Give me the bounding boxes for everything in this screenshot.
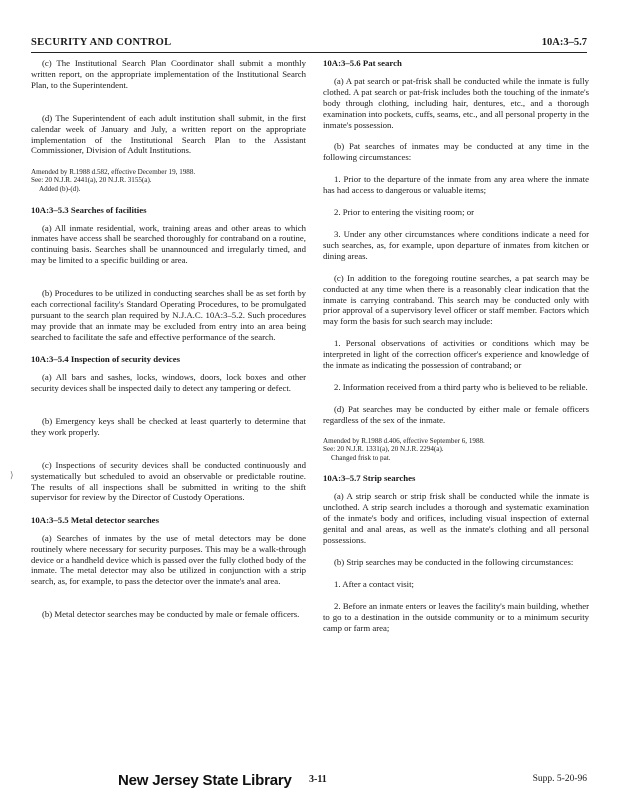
paragraph-5-4-a: (a) All bars and sashes, locks, windows, doors, lock boxes and other security devices shall be inspected daily to detect any tampering or defect. (31, 372, 306, 393)
amendment-note-line: Changed frisk to pat. (331, 453, 391, 462)
paragraph-5-4-c: (c) Inspections of security devices shall be conducted continuously and systematically but scheduled to avoid an observable or predictable routine. The results of all inspections shall be submitted in writing to the shift supervisor for review by the Director of Custody Operations. (31, 459, 306, 503)
header-chapter-title: SECURITY AND CONTROL (31, 37, 172, 48)
paragraph-5-3-a: (a) All inmate residential, work, training areas and other areas to which inmates have access shall be searched thoroughly for contraband on a routine, continuing basis. Searches shall be unannounced and irregularly timed, and may be limited to a specific building or area. (31, 222, 306, 266)
header-section-number: 10A:3–5.7 (541, 37, 587, 48)
amendment-note (31, 168, 306, 194)
section-heading-5-6: 10A:3–5.6 Pat search (323, 58, 402, 68)
amendment-note-line: Amended by R.1988 d.406, effective September 6, 1988. (323, 436, 485, 445)
page-number: 3-11 (309, 774, 327, 785)
paragraph-5-3-b: (b) Procedures to be utilized in conducting searches shall be as set forth by each correctional facility's Standard Operating Procedures, to be promulgated pursuant to the search plan required by N.J.A.C. 10A:3–5.2. Such procedures may provide that an inmate may be excluded from entry into an area being searched to facilitate the safe and effective performance of the search. (31, 288, 306, 342)
left-column (31, 58, 306, 632)
right-column (323, 58, 589, 644)
paragraph-5-6-d: (d) Pat searches may be conducted by either male or female officers regardless of the sex of the inmate. (323, 403, 589, 425)
paragraph-5-5-a: (a) Searches of inmates by the use of metal detectors may be done routinely where necessary for security purposes. This may be a walk-through device or a handheld device which is passed over the fully clothed body of the inmate. The metal detector may also be utilized in conjunction with a strip search, as, for example, to pass the detector over the inmate's anal area. (31, 532, 306, 587)
list-item: 2. Before an inmate enters or leaves the facility's main building, whether to go to a destination in the outside community or to a minimum security camp or farm area; (323, 600, 589, 633)
paragraph-5-5-b: (b) Metal detector searches may be conducted by male or female officers. (42, 609, 300, 620)
amendment-note (323, 437, 589, 463)
section-heading-5-3: 10A:3–5.3 Searches of facilities (31, 204, 147, 215)
header-rule (31, 52, 587, 53)
paragraph-5-7-b: (b) Strip searches may be conducted in the following circumstances: (334, 556, 574, 567)
paragraph-5-6-c: (c) In addition to the foregoing routine searches, a pat search may be conducted at any time when there is a reasonably clear indication that the inmate is carrying contraband. This search may be conducted only with prior approval of a supervisory level officer or staff member. Factors which may form the basis for such search may include: (323, 272, 589, 327)
amendment-note-line: See: 20 N.J.R. 1331(a), 20 N.J.R. 2294(a). (323, 445, 444, 454)
amendment-note-line: See: 20 N.J.R. 2441(a), 20 N.J.R. 3155(a). (31, 176, 152, 185)
margin-bracket-mark: ⟩ (10, 470, 14, 480)
paragraph-5-7-a: (a) A strip search or strip frisk shall be conducted while the inmate is unclothed. A strip search includes a thorough and systematic examination of the inmate's body and orifices, including visual inspection of external genital and anal areas, as well as the inmate's clothing and all personal possessions. (323, 491, 589, 545)
library-stamp: New Jersey State Library (118, 772, 292, 789)
list-item: 1. Personal observations of activities or conditions which may be interpreted in light of the correction officer's experience and knowledge of the inmate as indicating the possession of contraband; or (323, 338, 589, 371)
running-header (31, 37, 587, 51)
supplement-date: Supp. 5-20-96 (532, 774, 587, 784)
list-item: 1. Prior to the departure of the inmate from any area where the inmate has had access to dangerous or valuable items; (323, 174, 589, 196)
list-item: 1. After a contact visit; (334, 578, 414, 589)
section-heading-5-4: 10A:3–5.4 Inspection of security devices (31, 354, 180, 365)
paragraph-5-4-b: (b) Emergency keys shall be checked at least quarterly to determine that they work properly. (31, 415, 306, 437)
paragraph-5-6-b: (b) Pat searches of inmates may be conducted at any time in the following circumstances: (323, 141, 589, 163)
amendment-note-line: Amended by R.1988 d.582, effective December 19, 1988. (31, 167, 196, 176)
list-item: 2. Prior to entering the visiting room; or (334, 207, 474, 218)
section-heading-5-7: 10A:3–5.7 Strip searches (323, 473, 416, 484)
page-footer (0, 772, 618, 792)
section-heading-5-5: 10A:3–5.5 Metal detector searches (31, 514, 159, 525)
paragraph-5-2-d: (d) The Superintendent of each adult institution shall submit, in the first calendar week of January and July, a written report on the appropriate implementation of the Institutional Search Plan to the Assistant Commissioner, Division of Adult Institutions. (31, 112, 306, 156)
paragraph-5-2-c: (c) The Institutional Search Plan Coordinator shall submit a monthly written report, on the appropriate implementation of the Institutional Search Plan, to the Superintendent. (31, 58, 306, 90)
list-item: 2. Information received from a third party who is believed to be reliable. (334, 381, 588, 392)
amendment-note-line: Added (b)-(d). (39, 185, 81, 194)
list-item: 3. Under any other circumstances where conditions indicate a need for such searches, as, for example, upon departure of inmates from kitchen or dining areas. (323, 228, 589, 261)
paragraph-5-6-a: (a) A pat search or pat-frisk shall be conducted while the inmate is fully clothed. A pat search or pat-frisk includes both the touching of the inmate's body through clothing, including hair, dentures, etc., and a thorough examination into pockets, cuffs, seams, etc., and all personal property in the inmate's possession. (323, 75, 589, 130)
